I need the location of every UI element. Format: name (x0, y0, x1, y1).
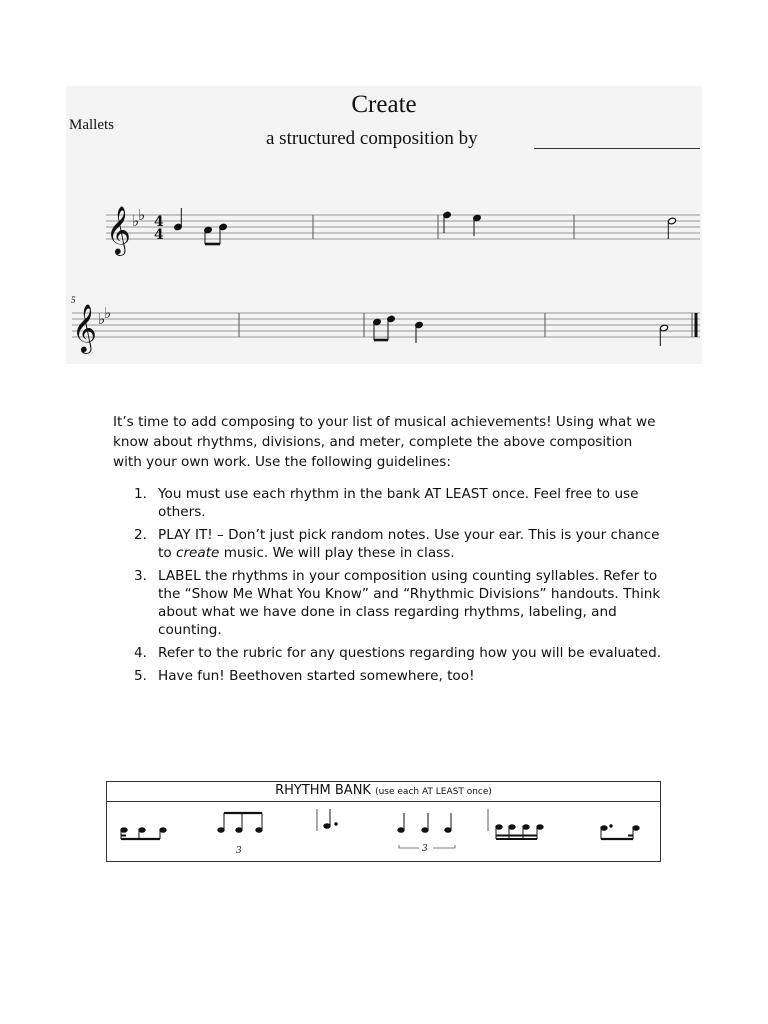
flat-icon: ♭ (132, 212, 140, 230)
rhythm-bank-patterns (107, 801, 660, 861)
time-signature-top: 4 (154, 214, 164, 230)
treble-clef-icon: 𝄞 (72, 303, 97, 352)
rhythm-pattern-four-sixteenths (496, 825, 543, 839)
instrument-label: Mallets (69, 117, 114, 133)
staff-lines-system-2 (72, 313, 700, 337)
list-item-text: Refer to the rubric for any questions regarding how you will be evaluated. (158, 645, 662, 661)
staff-lines-system-1 (106, 215, 700, 239)
list-item (113, 485, 673, 521)
triplet-label: 3 (236, 846, 242, 856)
list-number: 1. (134, 486, 147, 502)
treble-clef-icon: 𝄞 (106, 205, 131, 254)
rhythm-pattern-dotted-quarter (324, 809, 337, 828)
measure-number: 5 (71, 295, 76, 305)
list-item (113, 567, 673, 639)
page-title: Create (351, 91, 417, 118)
list-item-text: music. We will play these in class. (219, 545, 455, 561)
flat-icon: ♭ (104, 304, 112, 322)
rhythm-bank-header (107, 782, 660, 802)
rhythm-bank-subtitle: (use each AT LEAST once) (375, 787, 492, 797)
page-subtitle: a structured composition by (266, 128, 478, 149)
list-number: 4. (134, 645, 147, 661)
list-item-text: PLAY IT! – Don’t just pick random notes. Use your ear. This is your chance to (158, 527, 660, 561)
rhythm-pattern-quarter-triplet (398, 813, 451, 832)
list-item-text: You must use each rhythm in the bank AT LEAST once. Feel free to use others. (158, 486, 639, 520)
list-item (113, 644, 673, 662)
guidelines-list (113, 485, 673, 690)
rhythm-pattern-eighth-sixteenths (121, 828, 166, 839)
list-number: 2. (134, 527, 147, 543)
rhythm-bank (106, 781, 661, 862)
list-item (113, 667, 673, 685)
rhythm-pattern-dotted-eighth-sixteenth (601, 825, 639, 839)
time-signature-bottom: 4 (154, 227, 164, 243)
list-item-emphasis: create (175, 545, 220, 561)
list-number: 3. (134, 568, 147, 584)
list-item (113, 526, 673, 562)
triplet-label: 3 (422, 844, 428, 854)
music-staves (66, 86, 702, 364)
list-item-text: Have fun! Beethoven started somewhere, too! (158, 668, 475, 684)
flat-icon: ♭ (98, 310, 106, 328)
list-item-text: LABEL the rhythms in your composition using counting syllables. Refer to the “Show Me What You Know” and “Rhythmic Divisions” handouts. Think about what we have done in class regarding rhythms, labeling, and counting. (158, 568, 661, 638)
flat-icon: ♭ (138, 206, 146, 224)
rhythm-pattern-triplet-eighths (218, 813, 262, 832)
list-number: 5. (134, 668, 147, 684)
score-area (66, 86, 702, 364)
intro-paragraph: It’s time to add composing to your list of musical achievements! Using what we know about rhythms, divisions, and meter, complete the above composition with your own work. Use the following guidelines: (113, 414, 656, 470)
rhythm-bank-title: RHYTHM BANK (275, 783, 371, 798)
